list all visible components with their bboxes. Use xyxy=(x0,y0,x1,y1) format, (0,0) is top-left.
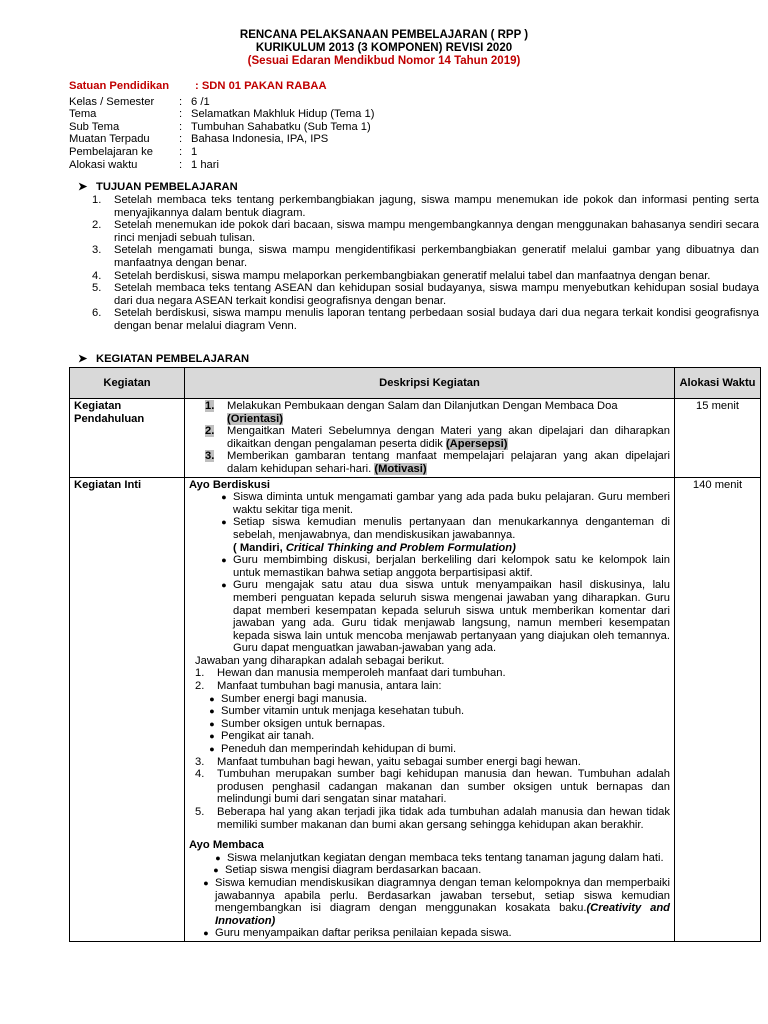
list-item xyxy=(92,219,759,244)
list-text: Peneduh dan memperindah kehidupan di bumi. xyxy=(221,743,457,756)
list-text: Guru mengajak satu atau dua siswa untuk menyampaikan hasil diskusinya, lalu memberi penguatan kepada seluruh siswa mengenai jawaban yang diharapkan. Guru dapat memberi kesempatan kepada seluruh siswa untuk memberikan komentar dari jawaban yang ada. Guru tidak menjawab langsung, namun memberi kesempatan kepada siswa lain untuk mencoba menjawab pertanyaan yang diajukan oleh temannya. Guru dapat menguatkan jawaban-jawaban yang ada. xyxy=(233,579,670,655)
bullet-icon: ● xyxy=(221,492,227,503)
arrow-right-icon: ➤ xyxy=(78,353,88,365)
tag-motivasi: (Motivasi) xyxy=(374,462,427,475)
section-heading-kegiatan xyxy=(78,353,249,366)
section-title: TUJUAN PEMBELAJARAN xyxy=(96,181,238,193)
list-number: 4. xyxy=(195,768,205,781)
identity-sep: : xyxy=(179,145,183,158)
list-item xyxy=(92,270,759,283)
time-pendahuluan: 15 menit xyxy=(675,399,761,478)
list-text: Sumber vitamin untuk menjaga kesehatan tubuh. xyxy=(221,705,465,718)
bullet-icon: ● xyxy=(209,693,215,704)
list-text: Setiap siswa kemudian menulis pertanyaan dan menukarkannya denganteman di sebelah, menjawabnya, dan mendiskusikan jawabannya. xyxy=(233,516,670,541)
list-number: 5. xyxy=(92,282,102,295)
list-item xyxy=(205,400,670,425)
bullet-icon: ● xyxy=(209,744,215,755)
list-text: Guru membimbing diskusi, berjalan berkeliling dari kelompok satu ke kelompok lain untuk memastikan bahwa setiap anggota berpartisipasi aktif. xyxy=(233,554,670,579)
table-row xyxy=(70,399,761,478)
bullet-icon: ● xyxy=(221,517,227,528)
identity-row xyxy=(69,121,374,134)
section-heading-tujuan xyxy=(78,181,238,194)
list-item xyxy=(189,579,670,655)
kegiatan-table xyxy=(69,367,761,942)
list-number: 1. xyxy=(205,400,215,412)
col-header-kegiatan: Kegiatan xyxy=(70,368,185,399)
list-item xyxy=(189,864,670,877)
identity-sep: : xyxy=(179,120,183,133)
list-item xyxy=(189,927,670,940)
bullet-icon: ● xyxy=(203,877,209,888)
identity-key: Kelas / Semester xyxy=(69,95,155,108)
list-text: Setelah menemukan ide pokok dari bacaan, siswa mampu mengembangkannya dengan menggunakan bahasanya sendiri secara rinci menjadi sebuah tulisan. xyxy=(114,219,759,244)
list-item xyxy=(205,450,670,475)
list-text: Hewan dan manusia memperoleh manfaat dari tumbuhan. xyxy=(217,667,506,680)
list-number: 1. xyxy=(92,194,102,206)
doc-subtitle: KURIKULUM 2013 (3 KOMPONEN) REVISI 2020 xyxy=(255,42,513,54)
critical-thinking-label: Critical Thinking and Problem Formulation) xyxy=(285,541,516,554)
identity-row xyxy=(69,159,374,172)
list-item xyxy=(189,667,670,680)
identity-key: Alokasi waktu xyxy=(69,158,138,171)
list-number: 2. xyxy=(205,425,215,438)
col-header-alokasi: Alokasi Waktu xyxy=(675,368,761,399)
bullet-icon: ● xyxy=(209,706,215,717)
list-item xyxy=(189,730,670,743)
identity-sep: : xyxy=(179,108,183,121)
identity-sep: : xyxy=(179,158,183,171)
identity-sep: : xyxy=(195,80,199,92)
list-item xyxy=(189,768,670,806)
identity-value: Tumbuhan Sahabatku (Sub Tema 1) xyxy=(191,120,371,133)
bullet-icon: ● xyxy=(209,718,215,729)
list-text: Sumber oksigen untuk bernapas. xyxy=(221,717,386,730)
list-text: Tumbuhan merupakan sumber bagi kehidupan manusia dan hewan. Tumbuhan adalah produsen penghasil cadangan makanan dan sumber oksigen untuk bernapas dan melindungi bumi dari sengatan sinar matahari. xyxy=(217,768,670,806)
jawaban-intro: Jawaban yang diharapkan adalah sebagai berikut. xyxy=(195,654,445,667)
identity-sep: : xyxy=(179,133,183,146)
list-text: Manfaat tumbuhan bagi hewan, yaitu sebagai sumber energi bagi hewan. xyxy=(217,755,581,768)
list-item xyxy=(189,743,670,756)
list-text: Beberapa hal yang akan terjadi jika tidak ada tumbuhan adalah manusia dan hewan tidak memiliki sumber makanan dan bumi akan gersang sehingga kehidupan akan berakhir. xyxy=(217,806,670,831)
subheading-ayo-membaca: Ayo Membaca xyxy=(189,839,264,852)
identity-key: Pembelajaran ke xyxy=(69,145,153,158)
list-text: Setelah mengamati bunga, siswa mampu mengidentifikasi perkembangbiakan generatif melalui gambar yang dibuatnya dan manfaatnya dengan benar. xyxy=(114,244,759,269)
identity-key: Sub Tema xyxy=(69,120,120,133)
list-text: Mengaitkan Materi Sebelumnya dengan Materi yang akan dipelajari dan diharapkan dikaitkan dengan pengalaman peserta didik xyxy=(227,425,670,450)
row-label-pendahuluan: Kegiatan Pendahuluan xyxy=(70,399,185,478)
list-number: 5. xyxy=(195,806,205,818)
list-number: 3. xyxy=(92,244,102,257)
list-item xyxy=(189,756,670,769)
bullet-icon: ● xyxy=(221,580,227,591)
pendahuluan-desc xyxy=(185,399,675,478)
bullet-icon: ● xyxy=(213,865,219,876)
list-item xyxy=(189,806,670,831)
list-item xyxy=(189,852,670,865)
table-header-row xyxy=(70,368,761,399)
list-text: Setelah berdiskusi, siswa mampu menulis laporan tentang perbedaan sosial budaya dari dua negara terkait kondisi geografisnya dengan benar melalui diagram Venn. xyxy=(114,307,759,332)
row-label-inti: Kegiatan Inti xyxy=(70,477,185,941)
list-item xyxy=(189,705,670,718)
list-text: Pengikat air tanah. xyxy=(221,730,315,743)
list-item xyxy=(189,680,670,693)
list-text: Melakukan Pembukaan dengan Salam dan Dilanjutkan Dengan Membaca Doa xyxy=(227,400,618,412)
list-text: Setelah membaca teks tentang ASEAN dan kehidupan sosial budayanya, siswa mampu menyebutkan kehidupan sosial budaya dari dua negara ASEAN terkait kondisi geografisnya dengan benar. xyxy=(114,282,759,307)
list-item xyxy=(189,516,670,554)
identity-row xyxy=(69,80,374,93)
inti-desc xyxy=(185,477,675,941)
list-number: 3. xyxy=(205,450,215,463)
list-item xyxy=(189,491,670,516)
identity-row xyxy=(69,108,374,121)
list-item xyxy=(189,718,670,731)
subheading-ayo-berdiskusi: Ayo Berdiskusi xyxy=(189,478,271,491)
list-text: Siswa kemudian mendiskusikan diagramnya dengan teman kelompoknya dan memperbaiki jawabannya apabila perlu. Berdasarkan jawaban tersebut, setiap siswa kemudian mengembangkan isi diagram dengan menggunakan kosakata baku. xyxy=(215,876,670,915)
bullet-icon: ● xyxy=(215,852,221,863)
tag-orientasi: (Orientasi) xyxy=(227,412,283,425)
list-text: Setelah berdiskusi, siswa mampu melaporkan perkembangbiakan generatif melalui tabel dan manfaatnya dengan benar. xyxy=(114,269,711,282)
list-number: 3. xyxy=(195,755,205,768)
identity-key: Tema xyxy=(69,108,97,121)
doc-title: RENCANA PELAKSANAAN PEMBELAJARAN ( RPP ) xyxy=(239,29,529,41)
identity-value: Selamatkan Makhluk Hidup (Tema 1) xyxy=(191,108,375,121)
time-inti: 140 menit xyxy=(675,477,761,941)
list-text: Setiap siswa mengisi diagram berdasarkan bacaan. xyxy=(225,864,482,877)
list-item xyxy=(92,194,759,219)
arrow-right-icon: ➤ xyxy=(78,181,88,193)
list-text: Setelah membaca teks tentang perkembangbiakan jagung, siswa mampu menemukan ide pokok dan informasi penting serta menyajikannya dalam bentuk diagram. xyxy=(114,194,759,219)
identity-key: Satuan Pendidikan xyxy=(69,80,170,92)
list-item xyxy=(189,554,670,579)
list-item xyxy=(92,282,759,307)
list-number: 6. xyxy=(92,307,102,320)
identity-row xyxy=(69,146,374,159)
identity-sep: : xyxy=(179,95,183,108)
list-text: Guru menyampaikan daftar periksa penilaian kepada siswa. xyxy=(215,927,512,940)
identity-value: 1 hari xyxy=(191,158,219,171)
bullet-icon: ● xyxy=(209,731,215,742)
doc-note: (Sesuai Edaran Mendikbud Nomor 14 Tahun 2019) xyxy=(247,55,521,67)
list-text: Manfaat tumbuhan bagi manusia, antara lain: xyxy=(217,680,442,693)
identity-row xyxy=(69,96,374,109)
identity-value: SDN 01 PAKAN RABAA xyxy=(201,80,327,92)
table-row xyxy=(70,477,761,941)
identity-value: 6 /1 xyxy=(191,95,210,108)
bullet-icon: ● xyxy=(221,555,227,566)
tag-apersepsi: (Apersepsi) xyxy=(445,437,508,450)
identity-block xyxy=(69,80,374,171)
list-item xyxy=(189,877,670,927)
list-number: 2. xyxy=(195,680,205,693)
tujuan-list xyxy=(92,194,759,333)
identity-key: Muatan Terpadu xyxy=(69,133,150,146)
list-number: 4. xyxy=(92,269,102,282)
col-header-deskripsi: Deskripsi Kegiatan xyxy=(185,368,675,399)
mandiri-label: ( Mandiri, xyxy=(233,541,286,554)
list-item xyxy=(92,244,759,269)
list-number: 1. xyxy=(195,667,205,680)
list-text: Sumber energi bagi manusia. xyxy=(221,692,368,705)
identity-row xyxy=(69,133,374,146)
identity-value: 1 xyxy=(191,145,198,158)
list-item xyxy=(92,307,759,332)
list-text: Siswa diminta untuk mengamati gambar yang ada pada buku pelajaran. Guru memberi waktu sekitar tiga menit. xyxy=(233,491,670,516)
list-text: Memberikan gambaran tentang manfaat mempelajari pelajaran yang akan dipelajari dalam kehidupan sehari-hari. xyxy=(227,450,670,475)
bullet-icon: ● xyxy=(203,928,209,939)
creativity-label: (Creativity and Innovation) xyxy=(215,902,670,927)
list-number: 2. xyxy=(92,219,102,232)
section-title: KEGIATAN PEMBELAJARAN xyxy=(96,353,250,365)
list-text: Siswa melanjutkan kegiatan dengan membaca teks tentang tanaman jagung dalam hati. xyxy=(227,851,664,864)
identity-value: Bahasa Indonesia, IPA, IPS xyxy=(191,133,329,146)
list-item xyxy=(189,693,670,706)
list-item xyxy=(205,425,670,450)
